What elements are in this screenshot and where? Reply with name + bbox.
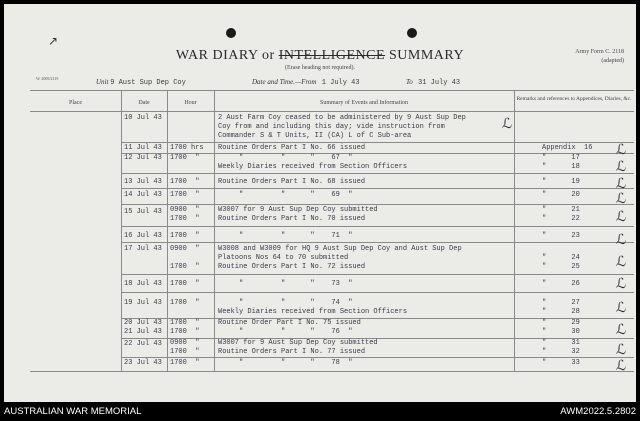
date-range: Date and Time.—From 1 July 43: [252, 78, 360, 87]
row-rule: [121, 357, 634, 358]
row-rule: [121, 226, 634, 227]
col-header-place: Place: [69, 100, 82, 106]
table-bottom-rule: [30, 371, 634, 372]
footer-source: AUSTRALIAN WAR MEMORIAL: [4, 406, 142, 417]
intelligence-strikethrough: INTELLIGENCE: [278, 48, 386, 63]
pencil-tick-mark: ℒ: [616, 322, 627, 338]
col-header-hour: Hour: [184, 100, 197, 106]
form-subtitle: (Erase heading not required).: [285, 65, 355, 71]
army-form-number: Army Form C. 2118 (adapted): [575, 49, 624, 64]
row-rule: [121, 204, 634, 205]
pencil-tick-mark: ℒ: [502, 116, 513, 132]
pencil-tick-mark: ℒ: [616, 142, 627, 158]
pencil-tick-mark: ℒ: [616, 191, 627, 207]
pencil-tick-mark: ℒ: [616, 209, 627, 225]
pencil-tick-mark: ℒ: [616, 232, 627, 248]
col-divider: [514, 90, 515, 371]
row-rule: [121, 173, 634, 174]
pencil-tick-mark: ℒ: [616, 342, 627, 358]
row-rule: [121, 274, 634, 275]
form-code: W. 2009/2119: [36, 76, 59, 81]
punch-hole: [226, 28, 236, 38]
row-rule: [121, 242, 634, 243]
col-header-summary: Summary of Events and Information: [320, 100, 408, 106]
row-rule: [121, 188, 634, 189]
form-title: WAR DIARY or INTELLIGENCE SUMMARY: [175, 48, 465, 63]
pencil-tick-mark: ℒ: [616, 176, 627, 192]
date-from: 1 July 43: [321, 79, 360, 87]
pencil-mark: ↗: [48, 34, 59, 48]
pencil-tick-mark: ℒ: [616, 300, 627, 316]
unit-info: Unit 9 Aust Sup Dep Coy: [96, 78, 186, 87]
pencil-tick-mark: ℒ: [616, 358, 627, 374]
row-rule: [121, 142, 634, 143]
col-divider: [214, 90, 215, 371]
unit-value: 9 Aust Sup Dep Coy: [110, 79, 186, 87]
punch-hole: [407, 28, 417, 38]
diary-sheet: WAR DIARY or INTELLIGENCE SUMMARY (Erase heading not required). Army Form C. 2118 (adapted) W. 2009/2119 Unit 9 Aust Sup Dep Coy Date and Time.—From 1 July 43 To 31 July 43 Place Date Hour Summary of Events and Information Remarks and references to Appendices, Diaries, &c. 10 Jul 43 2 Aust Farm Coy ceased to be administered by 9 Aust Sup Dep Coy from and including this day; vide instruction from Commander S & T Units, II (CA) L of C Sub-area 11 Jul 43 1700 hrs Routine Orders Part I No. 66 issued Appendix 16 12 Jul 43 1700 " " " " 67 " Weekly Diaries received from Section Officers " 17 " 18 13 Jul 43 1700 " Routine Orders Part I No. 68 issued " 19 14 Jul 43 1700 " " " " 69 " " 20 15 Jul 43 0900 " 1700 " W3007 for 9 Aust Sup Dep Coy submitted Routine Orders Part I No. 70 issued " 21 " 22 16 Jul 43 1700 " " " " 71 " " 23 17 Jul 43 0900 " 1700 " W3008 and W3009 for HQ 9 Aust Sup Dep Coy and Aust Sup Dep Platoons Nos 64 to 70 submitted Routine Orders Part I No. 72 issued " 24 " 25 18 Jul 43 1700 " " " " 73 " " 26 19 Jul 43 1700 " " " " 74 " Weekly Diaries received from Section Officers " 27 " 28 20 Jul 43 21 Jul 43 1700 " 1700 " Routine Order Part I No. 75 issued " " " 76 " " 29 " 30 22 Jul 43 0900 " 1700 " W3007 for 9 Aust Sup Dep Coy submitted Routine Orders Part I No. 77 issued " 31 " 32 23 Jul 43 1700 " " " " 78 " " 33 ℒ ℒ ℒ ℒ ℒ ℒ ℒ ℒ ℒ ℒ ℒ ℒ ℒ ↗: [4, 4, 636, 402]
pencil-tick-mark: ℒ: [616, 276, 627, 292]
row-rule: [121, 292, 634, 293]
col-divider: [167, 90, 168, 371]
col-header-remarks: Remarks and references to Appendices, Diaries, &c.: [516, 96, 632, 102]
col-header-date: Date: [138, 100, 150, 106]
date-to: To 31 July 43: [406, 78, 461, 87]
pencil-tick-mark: ℒ: [616, 159, 627, 175]
col-divider: [121, 90, 122, 371]
footer-bar: [0, 402, 640, 421]
footer-accession-number: AWM2022.5.2802: [560, 406, 636, 417]
pencil-tick-mark: ℒ: [616, 254, 627, 270]
